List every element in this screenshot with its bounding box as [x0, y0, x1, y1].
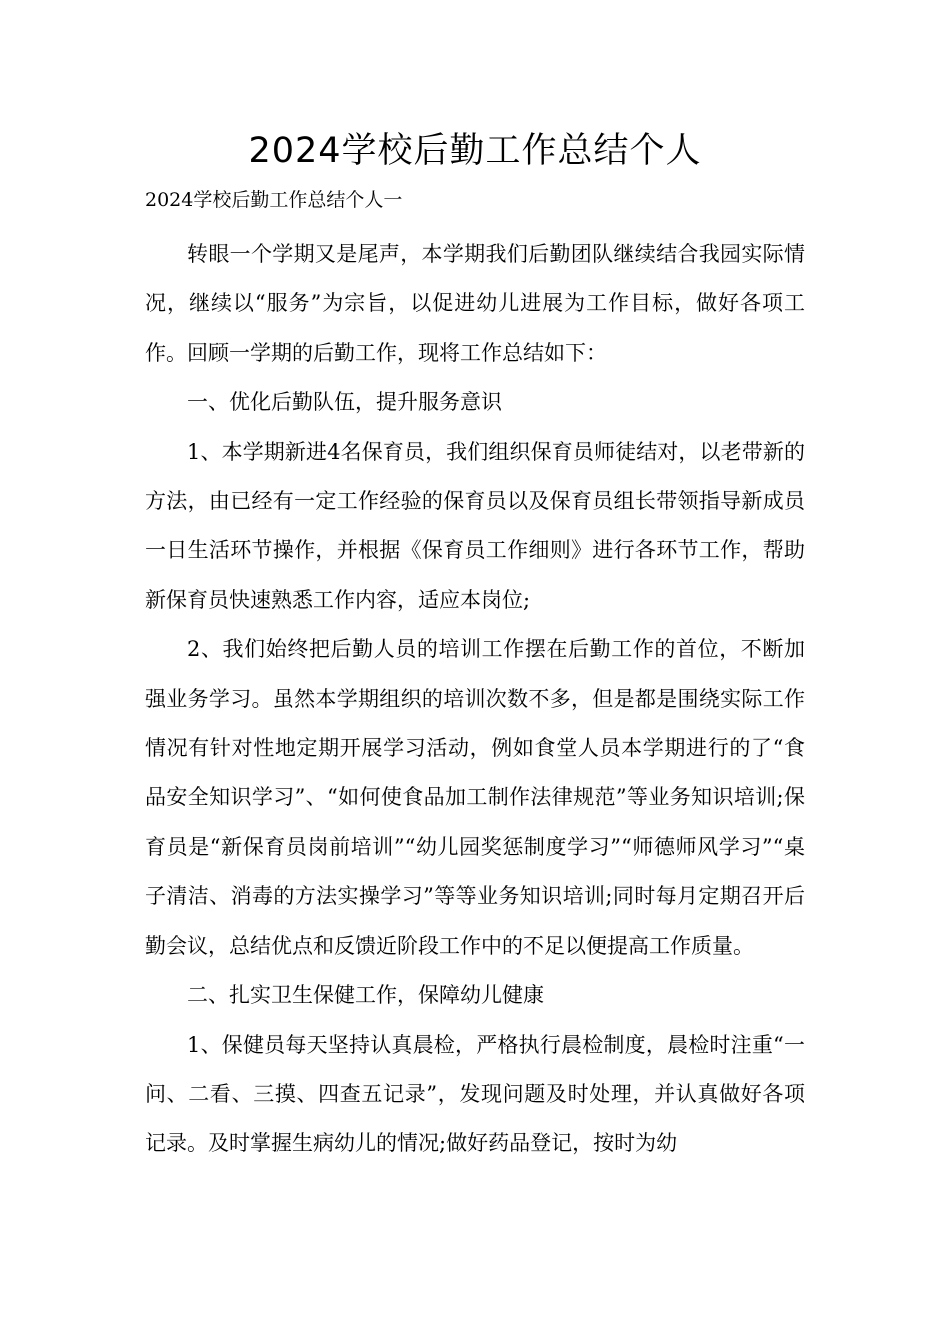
- paragraph-1-1: 1、本学期新进4名保育员，我们组织保育员师徒结对，以老带新的方法，由已经有一定工作经验的保育员以及保育员组长带领指导新成员一日生活环节操作，并根据《保育员工作细则》进行各环节工作，帮助新保育员快速熟悉工作内容，适应本岗位;: [145, 439, 805, 612]
- document-subtitle: 2024学校后勤工作总结个人一: [145, 189, 403, 211]
- document-title: 2024学校后勤工作总结个人: [248, 131, 702, 171]
- section-heading-2: 二、扎实卫生保健工作，保障幼儿健康: [187, 983, 544, 1008]
- section-heading-1: 一、优化后勤队伍，提升服务意识: [187, 390, 502, 415]
- document-body: [145, 230, 805, 1169]
- paragraph-intro: 转眼一个学期又是尾声，本学期我们后勤团队继续结合我园实际情况，继续以“服务”为宗旨，以促进幼儿进展为工作目标，做好各项工作。回顾一学期的后勤工作，现将工作总结如下：: [145, 242, 805, 365]
- paragraph-2-1: 1、保健员每天坚持认真晨检，严格执行晨检制度，晨检时注重“一问、二看、三摸、四查五记录”，发现问题及时处理，并认真做好各项记录。及时掌握生病幼儿的情况;做好药品登记，按时为幼: [145, 1032, 805, 1156]
- paragraph-1-2: 2、我们始终把后勤人员的培训工作摆在后勤工作的首位，不断加强业务学习。虽然本学期组织的培训次数不多，但是都是围绕实际工作情况有针对性地定期开展学习活动，例如食堂人员本学期进行的了“食品安全知识学习”、“如何使食品加工制作法律规范”等业务知识培训;保育员是“新保育员岗前培训”“幼儿园奖惩制度学习”“师德师风学习”“桌子清洁、消毒的方法实操学习”等等业务知识培训;同时每月定期召开后勤会议，总结优点和反馈近阶段工作中的不足以便提高工作质量。: [145, 637, 805, 958]
